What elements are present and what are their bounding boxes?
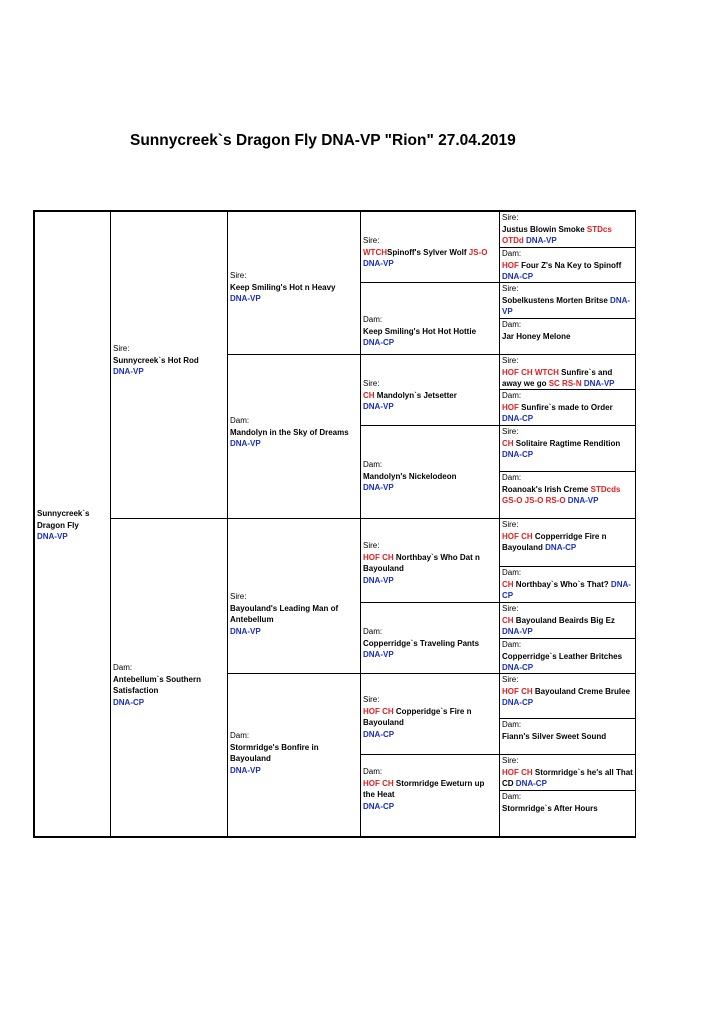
- gen4-name: Stormridge`s After Hours: [502, 803, 598, 813]
- gen1-sire-dna: DNA-VP: [113, 367, 144, 376]
- gen4-titles: CH: [502, 579, 514, 589]
- gen4-dna: DNA-CP: [502, 450, 534, 459]
- gen4-titles: CH: [502, 438, 514, 448]
- gen4-titles: HOF CH: [502, 531, 533, 541]
- gen1-dam-dna: DNA-CP: [113, 697, 145, 707]
- gen2-sd-cell: [227, 354, 361, 519]
- gen4-label: Dam:: [502, 249, 522, 258]
- gen2-sd-name: Mandolyn in the Sky of Dreams: [230, 427, 349, 437]
- gen4-dna: DNA-CP: [502, 272, 534, 281]
- gen4-label: Dam:: [502, 720, 522, 729]
- gen3-dsd-label: Dam:: [363, 627, 383, 636]
- gen4-cell: [499, 566, 636, 603]
- gen4-cell: [499, 282, 636, 319]
- page-title: Sunnycreek`s Dragon Fly DNA-VP "Rion" 27.04.2019: [130, 132, 516, 149]
- gen2-ss-dna: DNA-VP: [230, 294, 261, 303]
- gen2-dd-dna: DNA-VP: [230, 765, 261, 775]
- gen3-sss-name: Spinoff's Sylver Wolf: [387, 247, 467, 257]
- gen3-dds-titles: HOF CH: [363, 706, 394, 716]
- gen4-name: Sunfire`s made to Order: [521, 402, 613, 412]
- gen3-sds-dna: DNA-VP: [363, 402, 394, 411]
- gen4-dna: DNA-VP: [502, 627, 533, 636]
- gen4-label: Dam:: [502, 640, 522, 649]
- gen4-name: Sobelkustens Morten Britse: [502, 295, 608, 305]
- gen4-label: Dam:: [502, 473, 522, 482]
- gen3-ddd-dna: DNA-CP: [363, 801, 395, 811]
- gen3-dss-titles: HOF CH: [363, 552, 394, 562]
- gen4-label: Dam:: [502, 792, 522, 801]
- gen2-ss-name: Keep Smiling's Hot n Heavy: [230, 282, 336, 292]
- gen3-sdd-cell: [360, 425, 500, 519]
- gen4-label: Sire:: [502, 675, 519, 684]
- gen1-sire-name: Sunnycreek`s Hot Rod: [113, 355, 199, 365]
- gen3-dss-label: Sire:: [363, 541, 380, 550]
- gen4-cell: [499, 425, 636, 472]
- gen4-titles: HOF CH WTCH: [502, 367, 559, 377]
- gen4-label: Sire:: [502, 284, 519, 293]
- gen4-dna: DNA-CP: [502, 579, 631, 600]
- gen3-sdd-name: Mandolyn's Nickelodeon: [363, 471, 457, 481]
- gen3-dsd-cell: [360, 602, 500, 674]
- gen4-cell: [499, 673, 636, 719]
- gen4-dna: DNA-CP: [502, 663, 534, 672]
- gen1-sire-cell: [110, 211, 228, 519]
- gen4-cell: [499, 518, 636, 567]
- subject-dog-dna: DNA-VP: [37, 532, 68, 541]
- gen4-dna: DNA-VP: [583, 379, 615, 388]
- gen3-dds-name: Copperidge`s Fire n Bayouland: [363, 706, 472, 727]
- gen2-sd-label: Dam:: [230, 416, 250, 425]
- gen4-dna: DNA-VP: [526, 236, 557, 245]
- gen3-dds-label: Sire:: [363, 695, 380, 704]
- gen3-dsd-dna: DNA-VP: [363, 650, 394, 659]
- gen4-cell: [499, 211, 636, 248]
- gen3-ssd-label: Dam:: [363, 315, 383, 324]
- gen4-titles: HOF CH: [502, 686, 533, 696]
- gen4-cell: [499, 638, 636, 674]
- gen4-titles: HOF: [502, 402, 519, 412]
- gen4-name: Roanoak's Irish Creme: [502, 484, 589, 494]
- gen3-ddd-label: Dam:: [363, 767, 383, 776]
- gen4-titles2: STDcds GS-O JS-O RS-O: [502, 484, 621, 505]
- subject-dog-name: Sunnycreek`s Dragon Fly: [37, 509, 90, 530]
- gen4-dna: DNA-CP: [545, 543, 577, 552]
- gen3-sss-dna: DNA-VP: [363, 259, 394, 268]
- gen3-sss-titles: WTCH: [363, 247, 387, 257]
- gen1-dam-cell: [110, 518, 228, 837]
- gen4-cell: [499, 754, 636, 791]
- gen4-titles: HOF: [502, 260, 519, 270]
- gen4-cell: [499, 718, 636, 755]
- gen3-ssd-name: Keep Smiling's Hot Hot Hottie: [363, 326, 477, 336]
- gen3-sdd-label: Dam:: [363, 460, 383, 469]
- pedigree-table: [33, 210, 636, 838]
- gen4-label: Sire:: [502, 213, 519, 222]
- gen3-sdd-dna: DNA-VP: [363, 483, 394, 492]
- subject-dog-cell: [34, 211, 111, 837]
- gen4-label: Dam:: [502, 320, 522, 329]
- gen4-name: Bayouland Creme Brulee: [534, 686, 631, 696]
- gen4-label: Dam:: [502, 568, 522, 577]
- gen4-label: Sire:: [502, 520, 519, 529]
- gen3-ddd-cell: [360, 754, 500, 837]
- gen4-dna: DNA-CP: [502, 698, 534, 707]
- gen4-dna: DNA-CP: [502, 414, 534, 423]
- gen4-cell: [499, 602, 636, 639]
- gen1-sire-label: Sire:: [113, 344, 130, 353]
- gen4-label: Dam:: [502, 391, 522, 400]
- gen3-dds-cell: [360, 673, 500, 755]
- gen4-dna: DNA-CP: [515, 779, 547, 788]
- gen4-titles2: SC RS-N: [548, 379, 582, 388]
- gen4-name: Stormridge`s he's all That CD: [502, 767, 633, 788]
- gen4-label: Sire:: [502, 356, 519, 365]
- gen3-ddd-name: Stormridge Eweturn up the Heat: [363, 778, 485, 799]
- gen4-name: Bayouland Beairds Big Ez: [515, 615, 615, 625]
- gen2-sd-dna: DNA-VP: [230, 439, 261, 448]
- gen4-dna: DNA-VP: [567, 496, 599, 505]
- gen3-dds-dna: DNA-CP: [363, 729, 395, 739]
- gen4-name: Sunfire`s and away we go: [502, 367, 613, 388]
- gen2-ss-cell: [227, 211, 361, 355]
- gen4-name: Copperridge Fire n Bayouland: [502, 531, 607, 552]
- gen4-name: Fiann's Silver Sweet Sound: [502, 731, 607, 741]
- gen2-ds-cell: [227, 518, 361, 674]
- gen3-ddd-titles: HOF CH: [363, 778, 394, 788]
- gen4-name: Copperridge`s Leather Britches: [502, 651, 623, 661]
- gen3-sss-cell: [360, 211, 500, 283]
- gen2-dd-name: Stormridge's Bonfire in Bayouland: [230, 742, 319, 763]
- gen3-sss-titles2: JS-O: [468, 247, 488, 257]
- gen4-cell: [499, 247, 636, 283]
- gen4-name: Solitaire Ragtime Rendition: [515, 438, 621, 448]
- gen3-dss-dna: DNA-VP: [363, 575, 394, 585]
- gen4-cell: [499, 790, 636, 837]
- gen4-cell: [499, 354, 636, 390]
- gen3-dss-cell: [360, 518, 500, 603]
- gen4-titles: HOF CH: [502, 767, 533, 777]
- gen4-name: Justus Blowin Smoke: [502, 224, 585, 234]
- gen3-ssd-dna: DNA-CP: [363, 338, 395, 347]
- gen4-dna: DNA-VP: [502, 295, 631, 316]
- gen4-titles: CH: [502, 615, 514, 625]
- gen4-name: Four Z's Na Key to Spinoff: [521, 260, 622, 270]
- gen2-ss-label: Sire:: [230, 271, 247, 280]
- gen3-sds-name: Mandolyn`s Jetsetter: [376, 390, 457, 400]
- gen2-ds-dna: DNA-VP: [230, 626, 261, 636]
- gen3-sss-label: Sire:: [363, 236, 380, 245]
- gen3-dsd-name: Copperridge`s Traveling Pants: [363, 638, 480, 648]
- gen4-name: Jar Honey Melone: [502, 331, 571, 341]
- gen3-sds-cell: [360, 354, 500, 426]
- gen3-sds-titles: CH: [363, 390, 375, 400]
- gen3-sds-label: Sire:: [363, 379, 380, 388]
- gen2-ds-label: Sire:: [230, 592, 247, 601]
- gen2-dd-cell: [227, 673, 361, 837]
- gen3-ssd-cell: [360, 282, 500, 355]
- gen4-label: Sire:: [502, 427, 519, 436]
- gen4-name: Northbay`s Who`s That?: [515, 579, 609, 589]
- gen4-cell: [499, 389, 636, 426]
- gen3-dss-name: Northbay`s Who Dat n Bayouland: [363, 552, 480, 573]
- gen2-ds-name: Bayouland's Leading Man of Antebellum: [230, 603, 339, 624]
- gen4-label: Sire:: [502, 604, 519, 613]
- gen2-dd-label: Dam:: [230, 731, 250, 740]
- gen1-dam-label: Dam:: [113, 663, 133, 672]
- gen4-cell: [499, 318, 636, 355]
- gen4-titles2: STDcs OTDd: [502, 224, 612, 245]
- gen1-dam-name: Antebellum`s Southern Satisfaction: [113, 674, 202, 695]
- gen4-cell: [499, 471, 636, 519]
- gen4-label: Sire:: [502, 756, 519, 765]
